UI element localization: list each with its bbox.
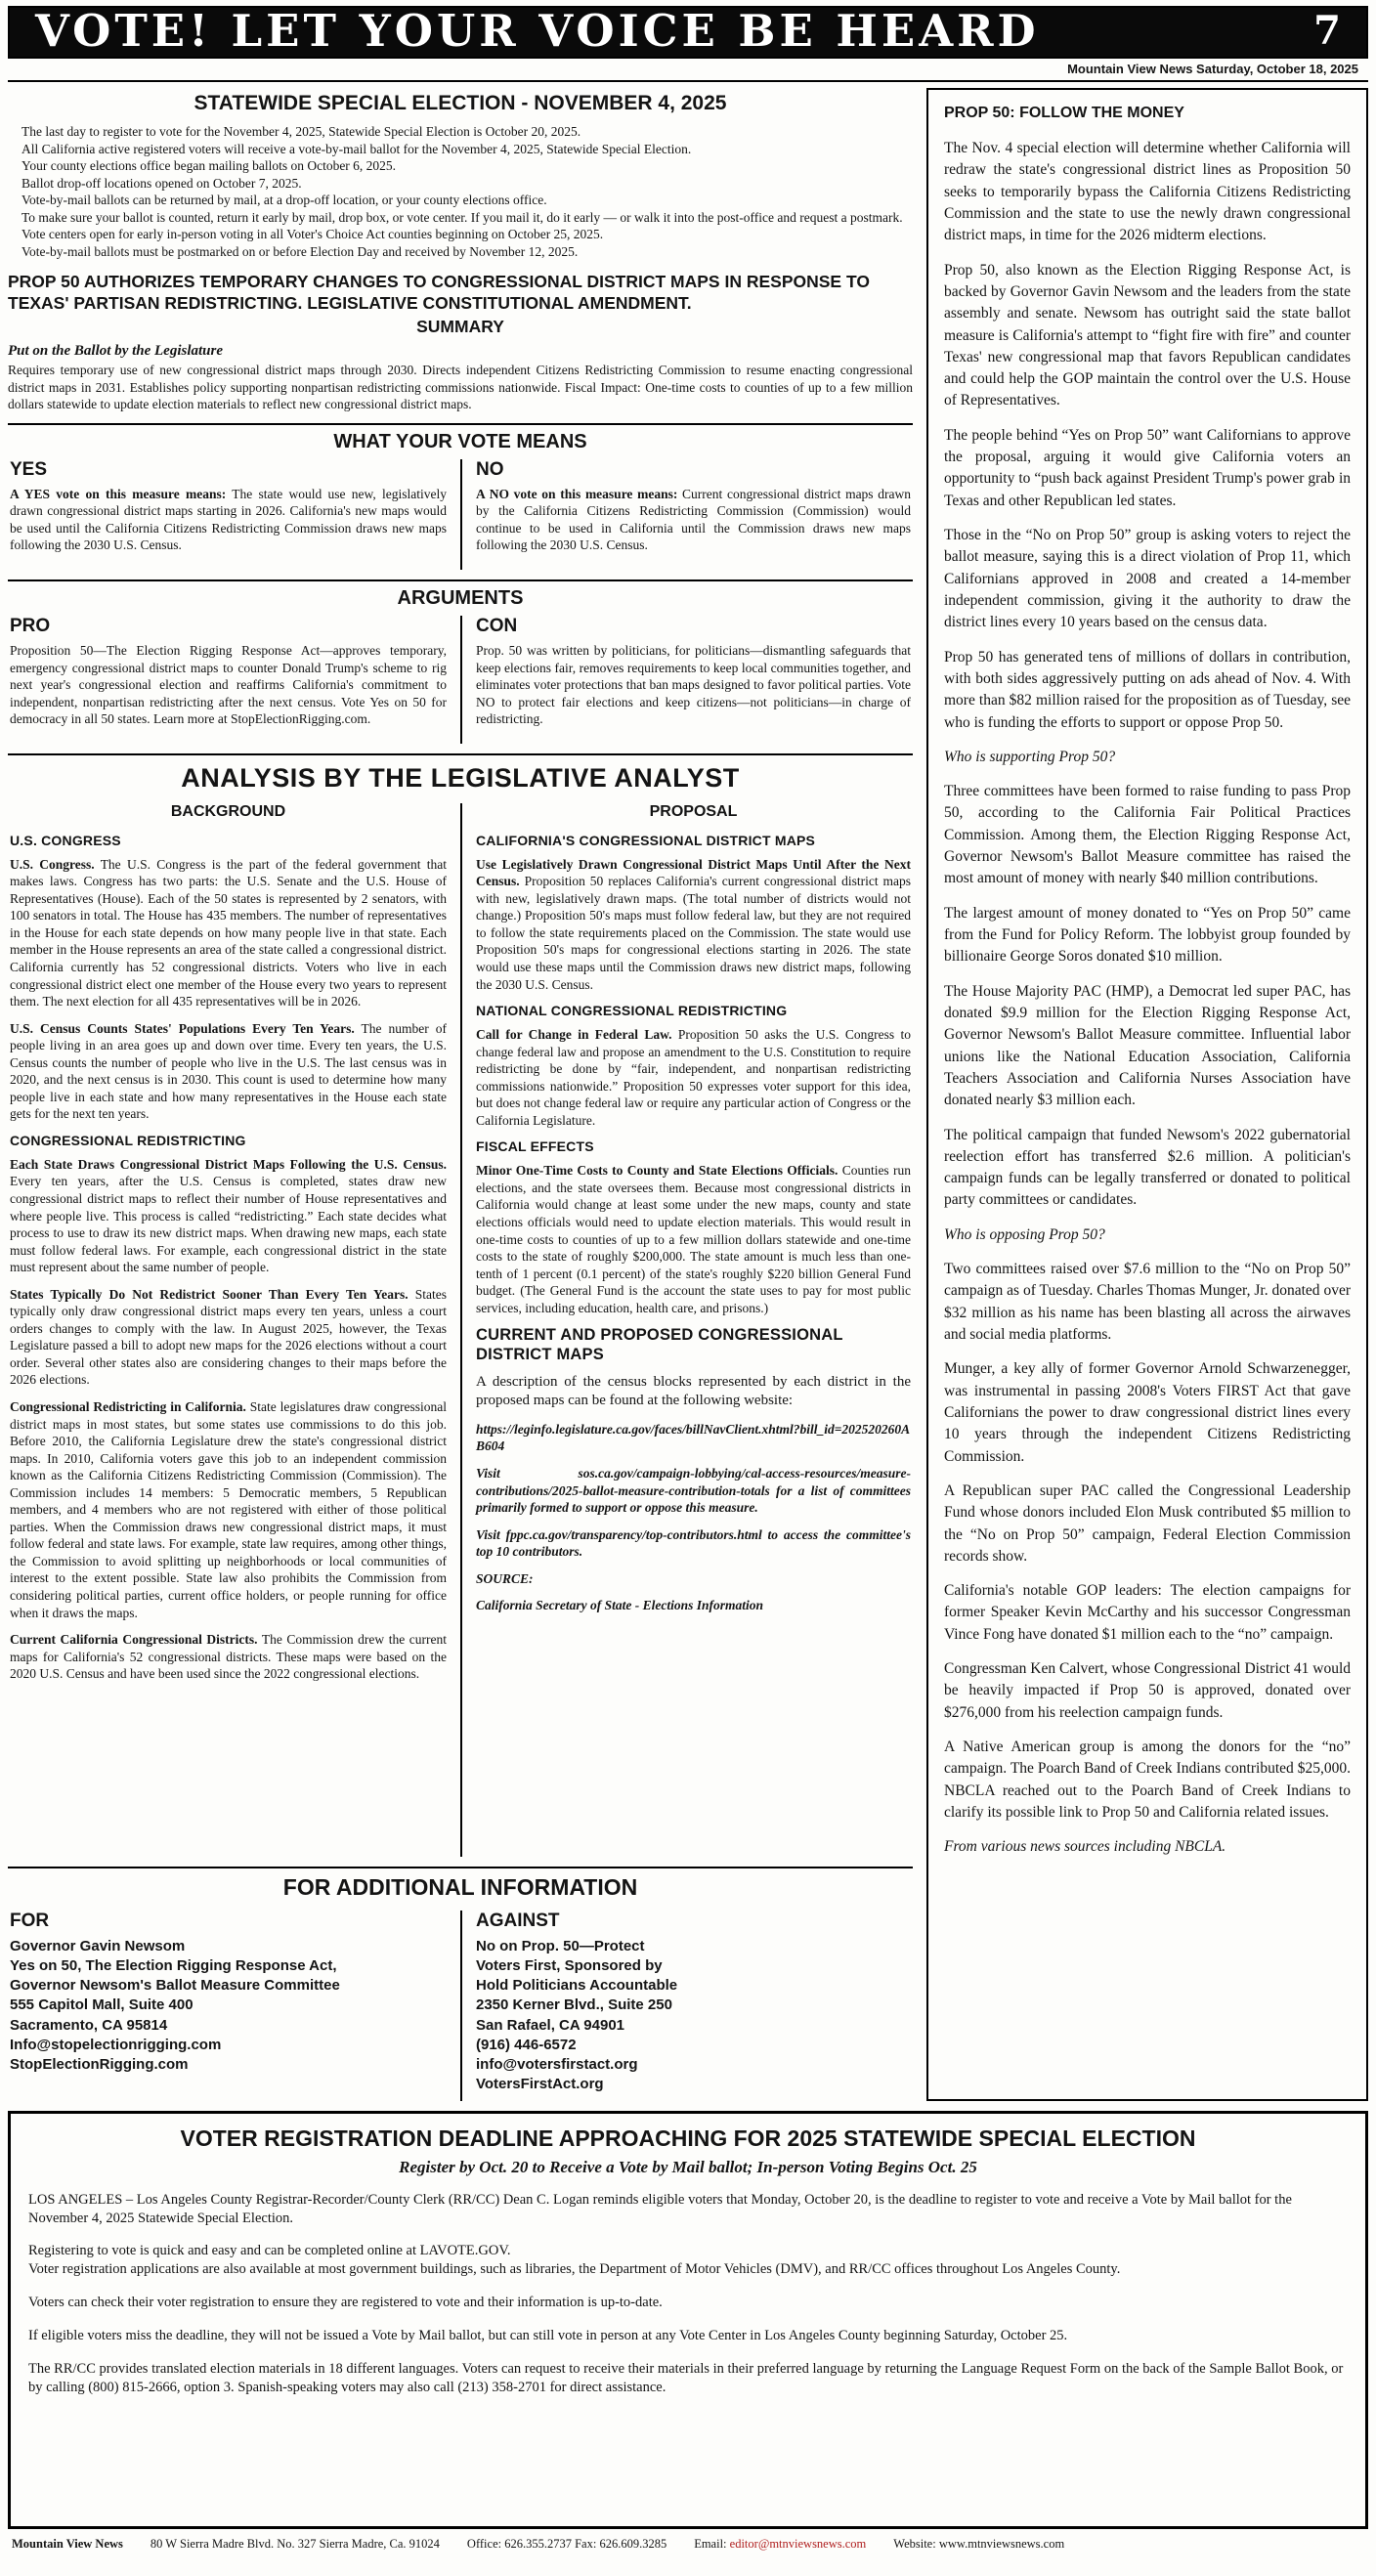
background-label: BACKGROUND (170, 802, 286, 820)
sidebar-paragraph: California's notable GOP leaders: The election campaigns for former Speaker Kevin McCarthy and his successor Congressman Vince Fong have donated $1 million each to the “no” campaign. (944, 1582, 1351, 1643)
footer-email-segment (694, 2537, 866, 2552)
against-contact-block (476, 1937, 911, 2095)
paragraph-text: States typically only draw congressional district maps every ten years, unless a court orders changes to comply with the law. In August 2025, however, the Texas Legislature passed a bill to adopt new maps for the 2026 elections without a court order. Several other states also are considering changes to their maps before the 2026 elections. (10, 1286, 448, 1388)
intro-line: To make sure your ballot is counted, return it early by mail, drop box, or vote center. If you mail it, do it early — or walk it into the post-office and request a postmark. (22, 209, 903, 225)
horizontal-rule (8, 753, 913, 755)
footer-website-label: Website: (893, 2536, 936, 2551)
arguments-columns (8, 616, 913, 744)
intro-line: All California active registered voters will receive a vote-by-mail ballot for the November 4, 2025, Statewide Special Election. (22, 141, 692, 156)
pro-text: Proposition 50—The Election Rigging Response Act—approves temporary, emergency congressional district maps to counter Donald Trump's scheme to rig next year's congressional election and reaffirms California's commitment to independent, nonpartisan redistricting after the next census. Vote Yes on 50 for democracy in all 50 states. Learn more at StopElectionRigging.com. (10, 642, 447, 727)
footer-address: 80 W Sierra Madre Blvd. No. 327 Sierra Madre, Ca. 91024 (150, 2536, 440, 2551)
against-line: San Rafael, CA 94901 (476, 2016, 625, 2034)
analysis-subheading: CONGRESSIONAL REDISTRICTING (10, 1132, 246, 1148)
paragraph-lead: Minor One-Time Costs to County and State Elections Officials. (476, 1163, 838, 1179)
leginfo-url-link[interactable]: https://leginfo.legislature.ca.gov/faces/billNavClient.xhtml?bill_id=202520260AB604 (476, 1421, 911, 1454)
paragraph-lead: Each State Draws Congressional District Maps Following the U.S. Census. (10, 1156, 447, 1172)
summary-text: Requires temporary use of new congressional district maps through 2030. Directs independent Citizens Redistricting Commission to resume enacting congressional district maps in 2031. Establishes policy supporting nonpartisan redistricting commissions nationwide. Fiscal Impact: One-time costs to counties of up to a few million dollars statewide to update election materials to reflect new congressional district maps. (8, 363, 913, 412)
additional-info-columns (8, 1911, 913, 2101)
horizontal-rule (8, 423, 913, 425)
proposal-label: PROPOSAL (649, 802, 738, 820)
paragraph-text: State legislatures draw congressional district maps in most states, but some states use commissions to do this job. Before 2010, the California Legislature drew the state's congressional district maps. In 2010, California voters gave this job to an independent commission known as the California Citizens Redistricting Commission (Commission). The Commission includes 14 members: 5 Democratic members, 5 Republican members, and 4 members who are not registered with either of those political parties. When the Commission draws new congressional district maps, it must follow federal and state laws. For example, state law requires, among other things, the Commission to avoid splitting up neighborhoods or local communities of interest to the extent possible. State law also prohibits the Commission from considering political parties, current office holders, or people running for office when it draws the maps. (10, 1399, 447, 1620)
sidebar-question: Who is opposing Prop 50? (944, 1225, 1105, 1243)
for-website-link[interactable]: StopElectionRigging.com (10, 2056, 189, 2074)
analysis-subheading: NATIONAL CONGRESSIONAL REDISTRICTING (476, 1003, 788, 1019)
footer-website-link[interactable]: www.mtnviewsnews.com (938, 2536, 1065, 2551)
deadline-paragraph: Voter registration applications are also available at most government buildings, such as libraries, the Department of Motor Vehicles (DMV), and RR/CC offices throughout Los Angeles County. (28, 2261, 1121, 2278)
against-line: No on Prop. 50—Protect (476, 1937, 645, 1954)
paragraph-lead: U.S. Census Counts States' Populations Every Ten Years. (10, 1020, 355, 1036)
analysis-subheading: CALIFORNIA'S CONGRESSIONAL DISTRICT MAPS (476, 832, 816, 848)
paragraph-text: Proposition 50 asks the U.S. Congress to change federal law and propose an amendment to the U.S. Constitution to require redistricting be done by “fair, independent, and nonpartisan redistricting commissions nationwide.” Proposition 50 expresses voter support for this idea, but does not change federal law or require any particular action of Congress or the California Legislature. (476, 1027, 911, 1128)
pro-label: PRO (10, 615, 51, 636)
sidebar-paragraph: Three committees have been formed to raise funding to pass Prop 50, according to the California Fair Political Practices Commission. Among them, the Election Rigging Response Act, Governor Newsom's Ballot Measure committee has raised the most amount of money with nearly $40 million contributions. (944, 783, 1351, 887)
footer (8, 2529, 1368, 2552)
for-line: Yes on 50, The Election Rigging Response Act, (10, 1956, 337, 1974)
paragraph-lead: States Typically Do Not Redistrict Sooner Than Every Ten Years. (10, 1286, 408, 1302)
sidebar-paragraph: Munger, a key ally of former Governor Arnold Schwarzenegger, was instrumental in passing 2008's Voters FIRST Act that gave Californians the power to draw congressional district lines every 10 years through the independent Citizens Redistricting Commission. (944, 1360, 1351, 1465)
analysis-paragraph (10, 1631, 447, 1683)
deadline-title: VOTER REGISTRATION DEADLINE APPROACHING FOR 2025 STATEWIDE SPECIAL ELECTION (180, 2125, 1196, 2151)
content-area (8, 82, 1368, 2101)
paragraph-lead: U.S. Congress. (10, 856, 95, 872)
footer-website-segment (893, 2537, 1064, 2552)
analysis-subheading: CURRENT AND PROPOSED CONGRESSIONAL DISTRICT MAPS (476, 1326, 843, 1364)
vote-means-columns (8, 459, 913, 570)
masthead-title: VOTE! LET YOUR VOICE BE HEARD (35, 4, 1040, 57)
analysis-paragraph (476, 856, 911, 993)
deadline-paragraph: LOS ANGELES – Los Angeles County Registrar-Recorder/County Clerk (RR/CC) Dean C. Logan reminds eligible voters that Monday, October 20, is the deadline to register to vote and receive a Vote by Mail ballot for the November 4, 2025 Statewide Special Election. (28, 2191, 1292, 2226)
sidebar-credit: From various news sources including NBCLA. (944, 1838, 1226, 1856)
no-lead: A NO vote on this measure means: (476, 486, 678, 501)
deadline-paragraph: Registering to vote is quick and easy and can be completed online at LAVOTE.GOV. (28, 2243, 511, 2259)
yes-text (10, 486, 447, 554)
analysis-heading: ANALYSIS BY THE LEGISLATIVE ANALYST (181, 762, 740, 793)
paragraph-text: The U.S. Congress is the part of the federal government that makes laws. Congress has two parts: the U.S. Senate and the U.S. House of Representatives (House). Each of the 50 states is represented by 2 senators, with 100 senators in total. The House has 435 members. The number of representatives in the House for each state depends on how many people live in that state. Each member in the House represents an area of the state called a congressional district. California currently has 52 congressional districts. Voters who live in each congressional district elect one member of the House every two years to represent them. The next election for all 435 representatives will be in 2026. (10, 856, 447, 1009)
for-line: 555 Capitol Mall, Suite 400 (10, 1996, 194, 2014)
for-column (8, 1911, 460, 2101)
intro-line: Your county elections office began mailing ballots on October 6, 2025. (22, 158, 397, 174)
paragraph-text: The number of people living in an area goes up and down over time. Every ten years, the U.S. Census counts the number of people who live in the U.S. The last census was in 2020, and the next census is in 2030. This count is used to determine how many people live in each state and how many representatives in the House each state gets for the next ten years. (10, 1020, 447, 1122)
fppc-visit-link-text[interactable]: Visit fppc.ca.gov/transparency/top-contributors.html to access the committee's top 10 contributors. (476, 1526, 911, 1560)
paragraph-lead: Congressional Redistricting in California. (10, 1399, 246, 1414)
against-website-link[interactable]: VotersFirstAct.org (476, 2076, 604, 2093)
against-line: Voters First, Sponsored by (476, 1956, 663, 1974)
intro-line: Ballot drop-off locations opened on October 7, 2025. (22, 175, 302, 191)
for-line: Sacramento, CA 95814 (10, 2016, 168, 2034)
deadline-paragraph: Voters can check their voter registration to ensure they are registered to vote and their information is up-to-date. (28, 2295, 663, 2311)
for-email-link[interactable]: Info@stopelectionrigging.com (10, 2036, 222, 2053)
sidebar-paragraph: Those in the “No on Prop 50” group is asking voters to reject the ballot measure, saying this is a direct violation of Prop 11, which Californians approved in 2008 and created a 14-member independent commission, giving it the authority to draw the district lines every 10 years based on the census data. (944, 527, 1351, 631)
sidebar-paragraph: The Nov. 4 special election will determine whether California will redraw the state's congressional district lines as Proposition 50 seeks to temporarily bypass the California Citizens Redistricting Commission and the state to use the newly drawn congressional district maps, in time for the 2026 midterm elections. (944, 140, 1351, 244)
footer-email-label: Email: (694, 2536, 727, 2551)
no-label: NO (476, 458, 504, 480)
paragraph-lead: Current California Congressional Districts. (10, 1632, 258, 1648)
source-label: SOURCE: (476, 1570, 534, 1586)
analysis-columns (8, 803, 913, 1857)
for-line: Governor Newsom's Ballot Measure Committee (10, 1977, 340, 1995)
for-label: FOR (10, 1910, 50, 1931)
yes-label: YES (10, 458, 48, 480)
arguments-heading: ARGUMENTS (397, 586, 524, 609)
deadline-subtitle: Register by Oct. 20 to Receive a Vote by Mail ballot; In-person Voting Begins Oct. 25 (399, 2157, 977, 2176)
sidebar-paragraph: A Native American group is among the donors for the “no” campaign. The Poarch Band of Creek Indians contributed $25,000. NBCLA reached out to the Poarch Band of Creek Indians to clarify its possible link to Prop 50 and California related issues. (944, 1739, 1351, 1821)
deadline-paragraph: The RR/CC provides translated election materials in 18 different languages. Voters can request to receive their materials in their preferred language by returning the Language Request Form on the back of the Sample Ballot Book, or by calling (800) 815-2666, option 3. Spanish-speaking voters may also call (213) 358-2701 for direct assistance. (28, 2360, 1344, 2395)
analysis-subheading: FISCAL EFFECTS (476, 1138, 594, 1155)
analysis-subheading: U.S. CONGRESS (10, 832, 121, 848)
proposal-column (460, 803, 913, 1857)
analysis-paragraph (10, 1398, 447, 1621)
vote-means-heading: WHAT YOUR VOTE MEANS (333, 430, 587, 452)
paragraph-lead: Call for Change in Federal Law. (476, 1027, 672, 1043)
analysis-paragraph (476, 1026, 911, 1129)
page-number: 7 (1313, 7, 1341, 54)
paragraph-text: Every ten years, after the U.S. Census is completed, states draw new congressional district maps to reflect their number of House representatives and where people live. This process is called “redistricting.” Each state decides what process to use to draw its new district maps. When drawing new maps, each state must follow federal laws. For example, each congressional district in the state must represent about the same number of people. (10, 1174, 447, 1275)
dateline: Mountain View News Saturday, October 18, 2025 (8, 59, 1368, 82)
sidebar-paragraph: The political campaign that funded Newsom's 2022 gubernatorial reelection effort has transferred $2.6 million. A politician's campaign funds can be legally transferred or donated to political party committees or candidates. (944, 1126, 1351, 1209)
analysis-paragraph (10, 856, 447, 1010)
sidebar-paragraph: Prop 50, also known as the Election Rigging Response Act, is backed by Governor Gavin Newsom and the leaders from the state assembly and senate. Newsom has outright said the state ballot measure is California's attempt to “fight fire with fire” and counter Texas' new congressional map that favors Republican candidates and could help the GOP maintain the control over the U.S. House of Representatives. (944, 261, 1351, 409)
con-text: Prop. 50 was written by politicians, for politicians—dismantling safeguards that keep elections fair, removes requirements to keep local communities together, and eliminates voter protections that ban maps designed to favor political parties. Vote NO to protect fair elections and keep citizens—not politicians—in charge of redistricting. (476, 642, 911, 727)
yes-column (8, 459, 460, 570)
analysis-paragraph (10, 1020, 447, 1123)
sos-visit-link-text[interactable]: Visit sos.ca.gov/campaign-lobbying/cal-access-resources/measure-contributions/2025-ballot-measure-contribution-totals for a list of committees primarily formed to support or oppose this measure. (476, 1465, 911, 1516)
con-column (460, 616, 913, 744)
intro-line: Vote-by-mail ballots must be postmarked on or before Election Day and received by November 12, 2025. (22, 243, 579, 259)
paragraph-text: Proposition 50 replaces California's current congressional district maps with new, legislatively drawn maps. (The total number of districts would not change.) Proposition 50's maps must follow federal law, but they are not required to follow the state requirements placed on the Commission. The state would use Proposition 50's maps for congressional elections starting in 2026. The state would use these maps until the Commission draws new district maps, following the 2030 U.S. Census. (476, 874, 912, 992)
maps-description: A description of the census blocks represented by each district in the proposed maps can be found at the following website: (476, 1373, 911, 1409)
footer-name: Mountain View News (12, 2536, 123, 2551)
yes-lead: A YES vote on this measure means: (10, 486, 227, 501)
for-contact-block (10, 1937, 447, 2076)
source-text: California Secretary of State - Elections Information (476, 1598, 764, 1613)
paragraph-lead: Use Legislatively Drawn Congressional District Maps Until After the Next Census. (476, 856, 911, 889)
against-line: 2350 Kerner Blvd., Suite 250 (476, 1996, 672, 2014)
sidebar-paragraph: Two committees raised over $7.6 million to the “No on Prop 50” campaign as of Tuesday. Charles Thomas Munger, Jr. donated over $32 million as his name has been blasting all across the airwaves and social media platforms. (944, 1261, 1351, 1344)
main-column (8, 88, 915, 2101)
additional-info-heading: FOR ADDITIONAL INFORMATION (282, 1873, 638, 1900)
analysis-paragraph (10, 1286, 447, 1389)
footer-email-link[interactable]: editor@mtnviewsnews.com (729, 2536, 867, 2551)
intro-block (8, 123, 913, 260)
sidebar-paragraph: The largest amount of money donated to “Yes on Prop 50” came from the Fund for Policy Reform. The lobbyist group founded by billionaire George Soros donated $10 million. (944, 904, 1351, 966)
paragraph-text: Counties run elections, and the state oversees them. Because most congressional districts in California would change at least some under the new maps, county and state elections officials would need to update election materials. This would result in one-time costs to counties of up to a few million dollars statewide and one-time costs to the state of roughly $200,000. The state amount is much less than one-tenth of 1 percent (0.1 percent) of the state's roughly $220 billion General Fund budget. (The General Fund is the account the state uses to pay for most public services, including education, health care, and prisons.) (476, 1163, 911, 1315)
analysis-paragraph (476, 1162, 911, 1316)
follow-the-money-box (926, 88, 1368, 2101)
summary-label: SUMMARY (416, 317, 504, 337)
footer-office-phone: Office: 626.355.2737 Fax: 626.609.3285 (466, 2536, 667, 2551)
con-label: CON (476, 615, 518, 636)
sidebar-paragraph: Prop 50 has generated tens of millions of dollars in contribution, with both sides aggressively putting on ads ahead of Nov. 4. With more than $82 million raised for the proposition as of Tuesday, see who is funding the efforts to support or oppose Prop 50. (944, 648, 1351, 731)
ballot-origin: Put on the Ballot by the Legislature (8, 343, 224, 360)
horizontal-rule (8, 580, 913, 581)
no-column (460, 459, 913, 570)
sidebar-paragraph: The people behind “Yes on Prop 50” want Californians to approve the proposal, arguing it would give California voters an opportunity to “push back against President Trump's power grab in Texas and other Republican led states. (944, 426, 1351, 509)
against-label: AGAINST (476, 1910, 560, 1931)
sidebar-heading: PROP 50: FOLLOW THE MONEY (944, 105, 1184, 121)
pro-column (8, 616, 460, 744)
analysis-paragraph (10, 1156, 447, 1276)
no-text (476, 486, 911, 554)
intro-line: The last day to register to vote for the November 4, 2025, Statewide Special Election is October 20, 2025. (22, 124, 581, 139)
against-column (460, 1911, 913, 2101)
for-line: Governor Gavin Newsom (10, 1937, 186, 1954)
sidebar-paragraph: The House Majority PAC (HMP), a Democrat led super PAC, has donated $9.9 million for the Election Rigging Response Act, Governor Newsom's Ballot Measure committee. Influential labor unions like the National Education Association, California Teachers Association and California Nurses Association have donated nearly $3 million each. (944, 982, 1351, 1109)
intro-line: Vote centers open for early in-person voting in all Voter's Choice Act counties beginning on October 25, 2025. (22, 227, 604, 242)
prop50-heading: PROP 50 AUTHORIZES TEMPORARY CHANGES TO CONGRESSIONAL DISTRICT MAPS IN RESPONSE TO TEXAS' PARTISAN REDISTRICTING. LEGISLATIVE CONSTITUTIONAL AMENDMENT. (8, 272, 870, 314)
no-rest: Current congressional district maps drawn by the California Citizens Redistricting Commission (Commission) would continue to be used in California until the Commission draws new maps following the 2030 U.S. Census. (476, 486, 911, 553)
election-heading: STATEWIDE SPECIAL ELECTION - NOVEMBER 4, 2025 (194, 92, 727, 114)
masthead-banner (8, 6, 1368, 59)
deadline-paragraph: If eligible voters miss the deadline, they will not be issued a Vote by Mail ballot, but can still vote in person at any Vote Center in Los Angeles County beginning Saturday, October 25. (28, 2327, 1068, 2343)
voter-registration-deadline-box (8, 2111, 1368, 2529)
horizontal-rule (8, 1867, 913, 1868)
against-line: Hold Politicians Accountable (476, 1977, 678, 1995)
paragraph-text: The Commission drew the current maps for California's 52 congressional districts. These maps were based on the 2020 U.S. Census and have been used since the 2022 congressional elections. (10, 1632, 447, 1682)
sidebar-question: Who is supporting Prop 50? (944, 748, 1116, 765)
against-email-link[interactable]: info@votersfirstact.org (476, 2056, 638, 2074)
background-column (8, 803, 460, 1857)
against-phone: (916) 446-6572 (476, 2036, 577, 2053)
sidebar-paragraph: Congressman Ken Calvert, whose Congressional District 41 would be heavily impacted if Prop 50 is approved, donated over $276,000 from his reelection campaign funds. (944, 1660, 1351, 1721)
intro-line: Vote-by-mail ballots can be returned by mail, at a drop-off location, or your county elections office. (22, 193, 547, 208)
yes-rest: The state would use new, legislatively drawn congressional district maps starting in 2026. California's new maps would be used until the California Citizens Redistricting Commission draws new maps following the 2030 U.S. Census. (10, 486, 447, 553)
sidebar-paragraph: A Republican super PAC called the Congressional Leadership Fund whose donors included Elon Musk contributed $5 million to the “No on Prop 50” campaign, Federal Election Commission records show. (944, 1481, 1351, 1565)
